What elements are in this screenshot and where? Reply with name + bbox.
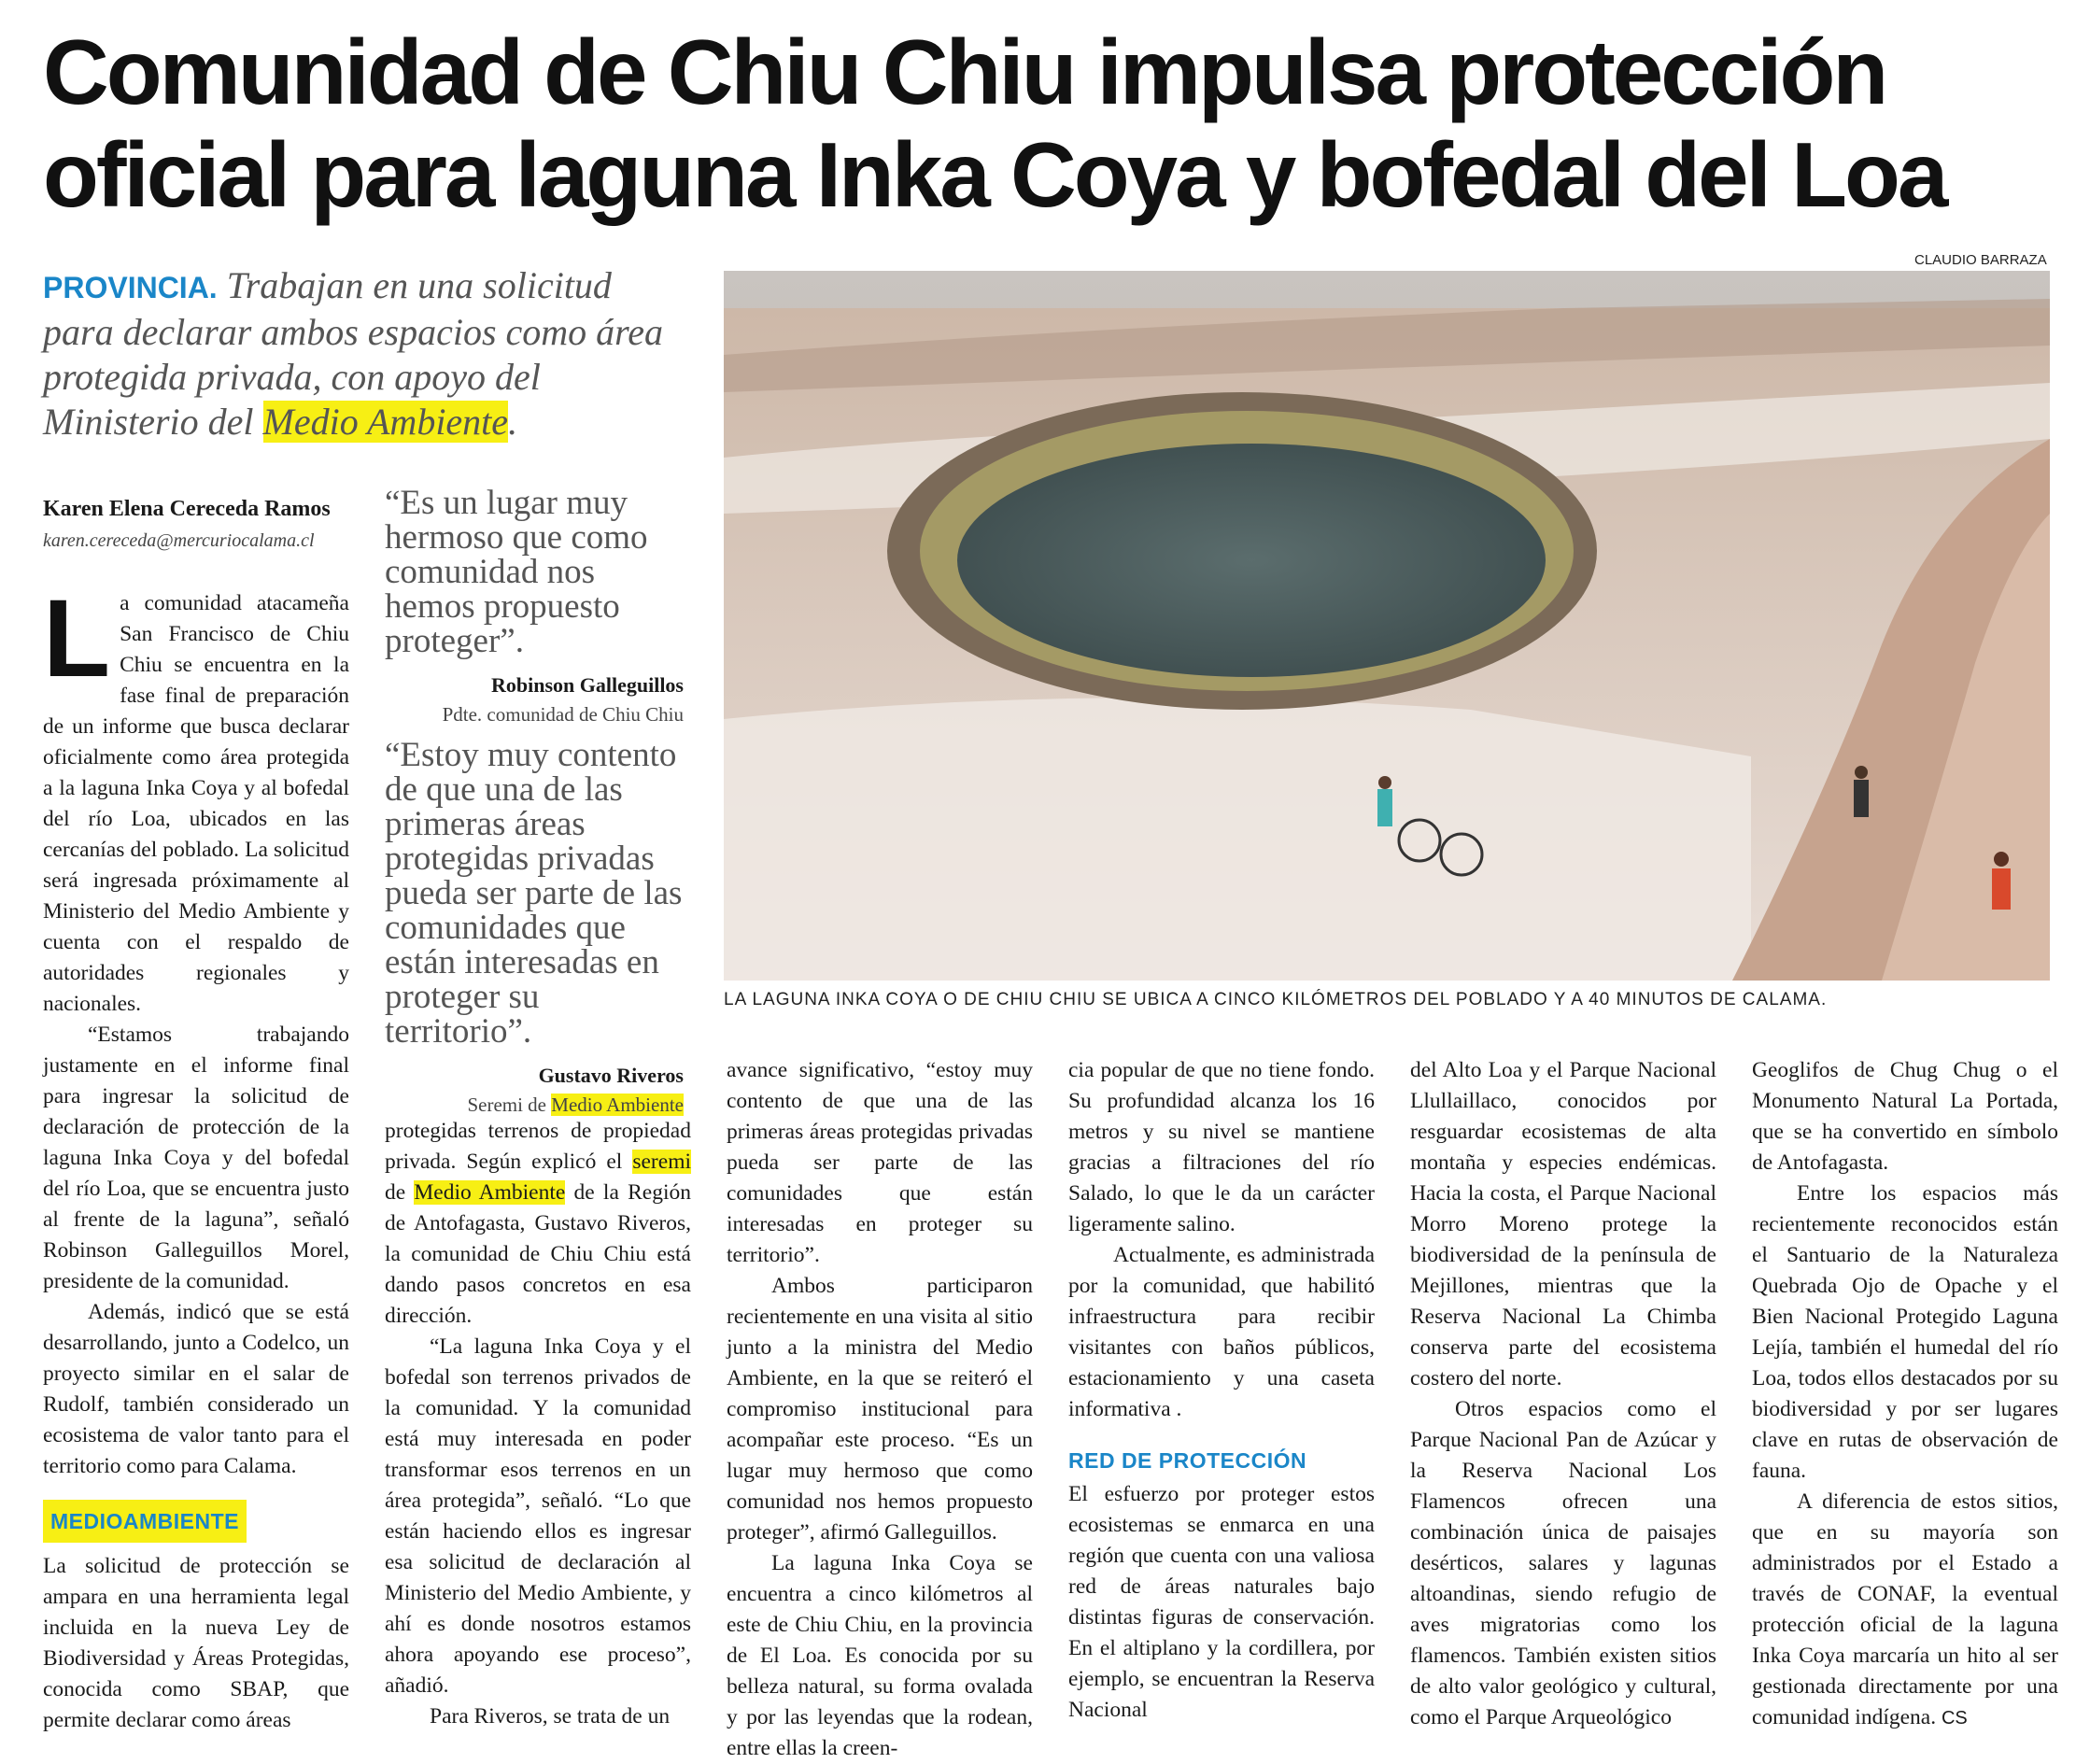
lead-highlight: Medio Ambiente — [262, 401, 509, 443]
end-mark: CS — [1941, 1708, 1968, 1729]
subhead-red-de-proteccion: RED DE PROTECCIÓN — [1068, 1448, 1307, 1473]
body-column-1 — [43, 577, 349, 1736]
lead-paragraph — [43, 263, 687, 445]
body-column-6 — [1752, 1055, 2058, 1734]
col1-p3: Además, indicó que se está desarrollando, junto a Codelco, un proyecto similar en el salar de Rudolf, también considerado un ecosistema de valor tanto para el territorio como para Calama. — [43, 1300, 349, 1478]
dropcap: L — [43, 577, 111, 700]
byline-email[interactable]: karen.cereceda@mercuriocalama.cl — [43, 530, 315, 551]
col2-p3: Para Riveros, se trata de un — [430, 1704, 671, 1729]
col2-p2: “La laguna Inka Coya y el bofedal son terrenos privados de la comunidad. Y la comunidad está muy interesada en poder transformar esos terrenos en un área protegida”, señaló. “Lo que están haciendo ellos es ingresar esa solicitud de declaración al Ministerio del Medio Ambiente, y ahí es donde nosotros estamos ahora apoyando ese proceso”, añadió. — [385, 1334, 691, 1698]
body-column-3 — [727, 1055, 1033, 1764]
headline-line-2: oficial para laguna Inka Coya y bofedal del Loa — [43, 123, 1946, 226]
lead-text: Trabajan en una solicitud para declarar ambos espacios como área protegida privada, con apoyo del Ministerio del — [43, 264, 664, 443]
col4-p1: cia popular de que no tiene fondo. Su profundidad alcanza los 16 metros y su nivel se mantiene gracias a filtraciones del río Salado, lo que le da un carácter ligeramente salino. — [1068, 1058, 1375, 1236]
col3-p2: Ambos participaron recientemente en una visita al sitio junto a la ministra del Medio Ambiente, en la que se reiteró el compromiso institucional para acompañar este proceso. “Es un lugar muy hermoso que como comunidad nos hemos propuesto proteger”, afirmó Galleguillos. — [727, 1274, 1033, 1545]
col1-p4: La solicitud de protección se ampara en una herramienta legal incluida en la nueva Ley de Biodiversidad y Áreas Protegidas, conocida como SBAP, que permite declarar como áreas — [43, 1554, 349, 1732]
lead-tag: PROVINCIA. — [43, 271, 218, 304]
col4-p2: Actualmente, es administrada por la comunidad, que habilitó infraestructura para recibir visitantes con baños públicos, estacionamiento y una caseta informativa . — [1068, 1243, 1375, 1421]
col5-p1: del Alto Loa y el Parque Nacional Llullaillaco, conocidos por resguardar ecosistemas de alta montaña y especies endémicas. Hacia la costa, el Parque Nacional Morro Moreno protege la biodiversidad de la península de Mejillones, mientras que la Reserva Nacional La Chimba conserva parte del ecosistema costero del norte. — [1410, 1058, 1716, 1390]
col1-p1: a comunidad atacameña San Francisco de Chiu Chiu se encuentra en la fase final de preparación de un informe que busca declarar oficialmente como área protegida a la laguna Inka Coya y al bofedal del río Loa, ubicados en las cercanías del poblado. La solicitud será ingresada próximamente al Ministerio del Medio Ambiente y cuenta con el respaldo de autoridades regionales y nacionales. — [43, 591, 349, 1016]
col6-p2: Entre los espacios más recientemente reconocidos están el Santuario de la Naturaleza Quebrada Ojo de Opache y el Bien Nacional Protegido Laguna Lejía, también el humedal del río Loa, todos ellos destacados por su biodiversidad y por ser lugares clave en rutas de observación de fauna. — [1752, 1181, 2058, 1483]
pull-quote-2-name: Gustavo Riveros — [538, 1064, 684, 1087]
pull-quote-1 — [385, 486, 684, 727]
col1-p2: “Estamos trabajando justamente en el informe final para ingresar la solicitud de declaración de protección de la laguna Inka Coya y del bofedal del río Loa, que se encuentra justo al frente de la laguna”, señaló Robinson Galleguillos Morel, presidente de la comunidad. — [43, 1023, 349, 1293]
pull-quote-1-name: Robinson Galleguillos — [490, 673, 684, 697]
col4-p3: El esfuerzo por proteger estos ecosistemas se enmarca en una región que cuenta con una valiosa red de áreas naturales bajo distintas figuras de conservación. En el altiplano y la cordillera, por ejemplo, se encuentran la Reserva Nacional — [1068, 1482, 1375, 1722]
col6-p1: Geoglifos de Chug Chug o el Monumento Natural La Portada, que se ha convertido en símbolo de Antofagasta. — [1752, 1058, 2058, 1175]
byline-author: Karen Elena Cereceda Ramos — [43, 497, 331, 521]
photo-caption: LA LAGUNA INKA COYA O DE CHIU CHIU SE UBICA A CINCO KILÓMETROS DEL POBLADO Y A 40 MINUTOS DE CALAMA. — [724, 990, 1828, 1009]
col2-p1: protegidas terrenos de propiedad privada. Según explicó el seremi de Medio Ambiente de la Región de Antofagasta, Gustavo Riveros, la comunidad de Chiu Chiu está dando pasos concretos en esa dirección. — [385, 1119, 691, 1328]
col3-p1: avance significativo, “estoy muy contento de que una de las primeras áreas protegidas privadas pueda ser parte de las comunidades que están interesadas en proteger su territorio”. — [727, 1058, 1033, 1267]
subhead-medioambiente: MEDIOAMBIENTE — [43, 1500, 247, 1543]
pull-quote-2 — [385, 738, 684, 1117]
body-column-2 — [385, 1116, 691, 1732]
photo-credit: CLAUDIO BARRAZA — [1914, 252, 2047, 268]
body-column-4 — [1068, 1055, 1375, 1726]
pull-quote-1-role: Pdte. comunidad de Chiu Chiu — [442, 703, 684, 726]
lagoon-photo-illustration — [724, 271, 2050, 981]
lagoon-photo — [724, 271, 2050, 981]
pull-quote-1-text: “Es un lugar muy hermoso que como comunidad nos hemos propuesto proteger”. — [385, 484, 648, 660]
pull-quote-2-text: “Estoy muy contento de que una de las primeras áreas protegidas privadas pueda ser parte de las comunidades que están interesadas en proteger su territorio”. — [385, 736, 683, 1051]
lead-end: . — [508, 401, 518, 443]
body-column-5 — [1410, 1055, 1716, 1733]
pull-quote-2-role: Seremi de Medio Ambiente — [467, 1094, 684, 1116]
headline-line-1: Comunidad de Chiu Chiu impulsa protección — [43, 21, 1886, 123]
headline — [43, 21, 2060, 226]
col6-p3: A diferencia de estos sitios, que en su mayoría son administrados por el Estado a través de CONAF, la eventual protección oficial de la laguna Inka Coya marcaría un hito al ser gestionada directamente por una comunidad indígena. CS — [1752, 1489, 2058, 1729]
col3-p3: La laguna Inka Coya se encuentra a cinco kilómetros al este de Chiu Chiu, en la provincia de El Loa. Es conocida por su belleza natural, su forma ovalada y por las leyendas que la rodean, entre ellas la creen- — [727, 1551, 1033, 1760]
col5-p2: Otros espacios como el Parque Nacional Pan de Azúcar y la Reserva Nacional Los Flamencos ofrecen una combinación única de paisajes desérticos, salares y lagunas altoandinas, siendo refugio de aves migratorias como los flamencos. También existen sitios de alto valor geológico y cultural, como el Parque Arqueológico — [1410, 1397, 1716, 1729]
